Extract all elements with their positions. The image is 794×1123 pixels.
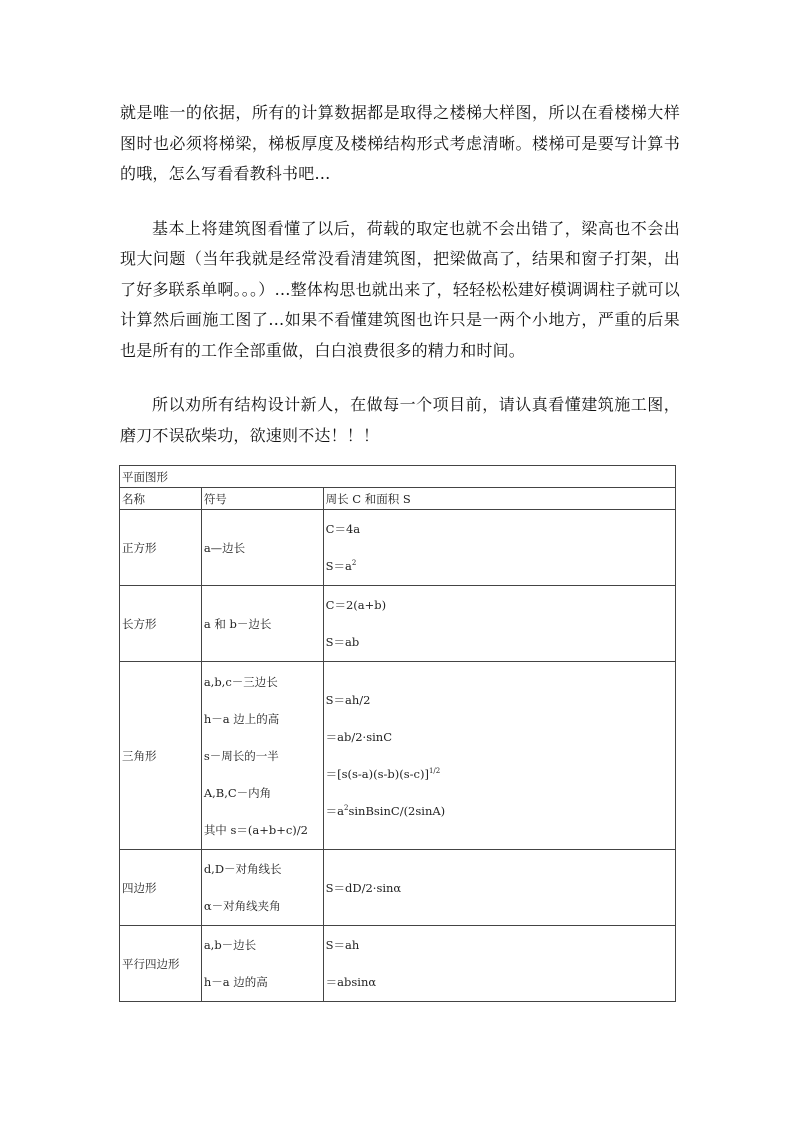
formula-superscript: 2 xyxy=(344,804,349,812)
formula-line: S＝dD/2·sinα xyxy=(325,880,402,895)
symbol-line: h－a 边上的高 xyxy=(203,711,280,726)
symbol-line: h－a 边的高 xyxy=(203,975,268,989)
formula-text: sinBsinC/(2sinA) xyxy=(348,804,446,818)
header-name: 名称 xyxy=(120,488,202,510)
formula-superscript: 1/2 xyxy=(428,767,441,775)
shape-symbols xyxy=(201,926,323,1002)
shape-name: 三角形 xyxy=(120,662,202,850)
symbol-line: d,D－对角线长 xyxy=(203,862,282,876)
formula-line: S＝ab xyxy=(325,635,360,649)
shape-name: 平行四边形 xyxy=(120,926,202,1002)
shape-symbols xyxy=(201,850,323,926)
shape-formulas xyxy=(323,510,675,586)
shape-name: 长方形 xyxy=(120,586,202,662)
paragraph-1: 就是唯一的依据，所有的计算数据都是取得之楼梯大样图，所以在看楼梯大样图时也必须将梯梁，梯板厚度及楼梯结构形式考虑清晰。楼梯可是要写计算书的哦，怎么写看看教科书吧… xyxy=(120,103,680,183)
table-row xyxy=(120,662,676,850)
shape-formulas xyxy=(323,586,675,662)
header-symbol: 符号 xyxy=(201,488,323,510)
paragraph-2: 基本上将建筑图看懂了以后，荷载的取定也就不会出错了，梁高也不会出现大问题（当年我就是经常没看清建筑图，把梁做高了，结果和窗子打架，出了好多联系单啊。。。）…整体构思也就出来了，轻轻松松建好模调调柱子就可以计算然后画施工图了…如果不看懂建筑图也许只是一两个小地方，严重的后果也是所有的工作全部重做，白白浪费很多的精力和时间。 xyxy=(120,218,680,360)
shape-formulas xyxy=(323,850,675,926)
symbol-line: a,b,c－三边长 xyxy=(203,674,278,689)
shape-formulas xyxy=(323,926,675,1002)
table-title: 平面图形 xyxy=(120,466,676,488)
formula-line xyxy=(326,767,673,781)
formula-line: C＝2(a+b) xyxy=(325,598,387,612)
shape-name: 正方形 xyxy=(120,510,202,586)
paragraph-3: 所以劝所有结构设计新人，在做每一个项目前，请认真看懂建筑施工图，磨刀不误砍柴功，欲速则不达！！！ xyxy=(120,395,680,445)
symbol-line: a 和 b－边长 xyxy=(203,616,272,631)
shape-symbols xyxy=(201,510,323,586)
formula-line xyxy=(326,559,673,573)
formula-text: S＝a xyxy=(325,559,352,573)
table-row xyxy=(120,510,676,586)
formula-line: ＝absinα xyxy=(325,975,377,989)
formula-text: ＝a xyxy=(325,804,344,818)
symbol-line: a,b－边长 xyxy=(203,938,257,952)
shape-formulas xyxy=(323,662,675,850)
shape-name: 四边形 xyxy=(120,850,202,926)
symbol-line: a—边长 xyxy=(203,540,246,555)
symbol-line: s－周长的一半 xyxy=(203,748,279,763)
formula-line xyxy=(326,804,673,818)
table-row xyxy=(120,926,676,1002)
symbol-line: A,B,C－内角 xyxy=(203,785,272,800)
plane-figures-table xyxy=(119,465,676,1002)
formula-line: S＝ah xyxy=(325,938,360,952)
formula-line: ＝ab/2·sinC xyxy=(325,730,392,744)
formula-text: ＝[s(s-a)(s-b)(s-c)] xyxy=(325,767,429,781)
header-formula: 周长 C 和面积 S xyxy=(323,488,675,510)
shape-symbols xyxy=(201,662,323,850)
table-row xyxy=(120,586,676,662)
formula-line: S＝ah/2 xyxy=(325,693,371,707)
symbol-line: 其中 s＝(a+b+c)/2 xyxy=(203,822,308,837)
symbol-line: α－对角线夹角 xyxy=(203,899,281,913)
table-row xyxy=(120,850,676,926)
shape-symbols xyxy=(201,586,323,662)
formula-line: C＝4a xyxy=(325,522,361,536)
body-text xyxy=(120,98,680,475)
formula-superscript: 2 xyxy=(351,559,357,567)
